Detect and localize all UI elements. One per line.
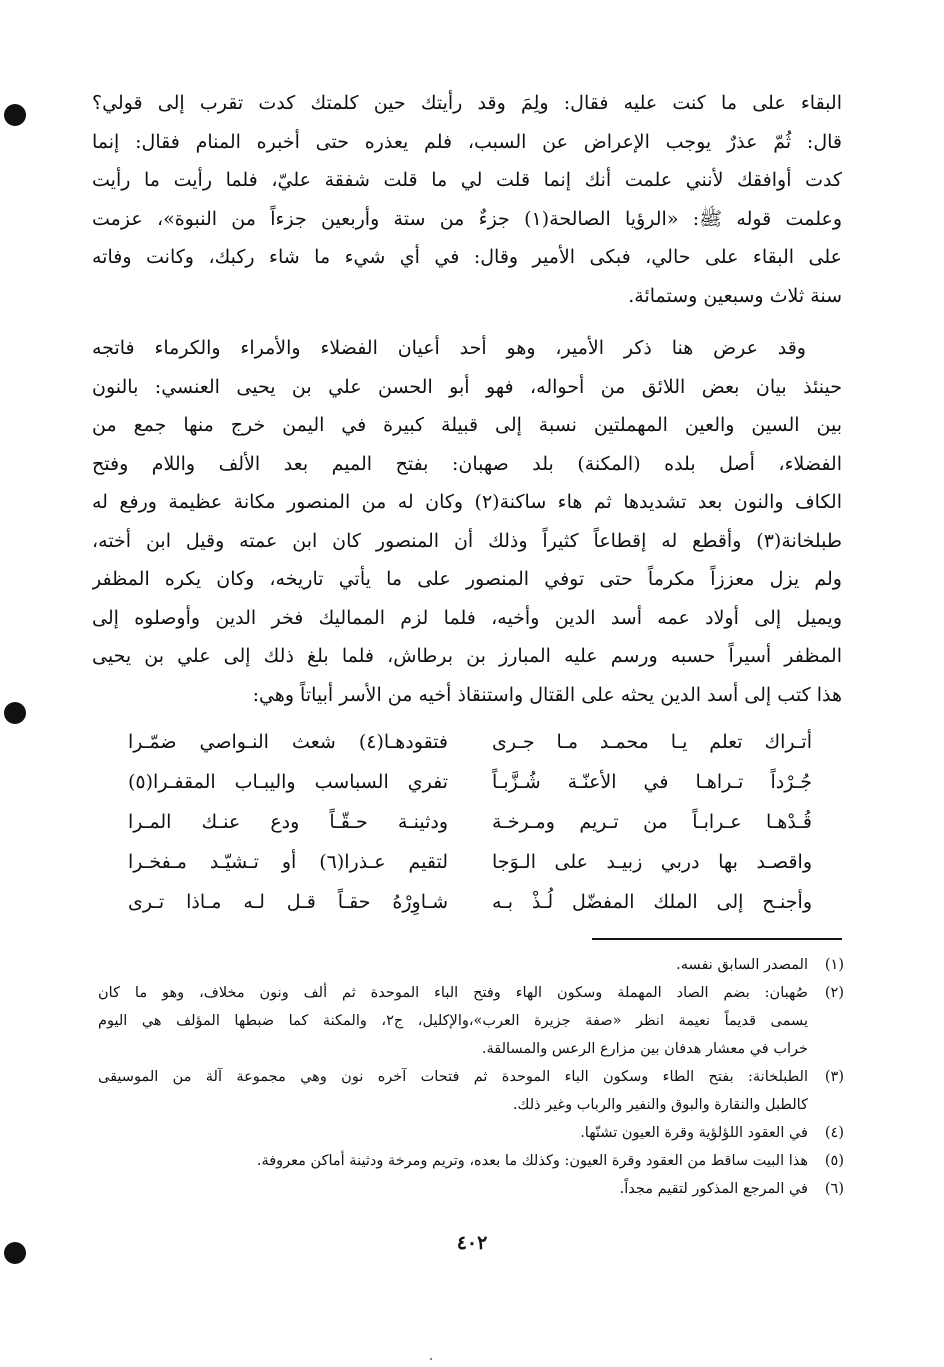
main-text (92, 84, 842, 714)
page-number: ٤٠٢ (456, 1232, 488, 1254)
footnote-number: (٤) (824, 1125, 844, 1141)
text-line: البقاء على ما كنت عليه فقال: ولِمَ وقد رأيتك حين كلمتك كدت تقرب إلى قولي؟ (92, 92, 842, 114)
footnote-text: يسمى قديماً نعيمة انظر «صفة جزيرة العرب»،والإكليل، ج٢، والمكنة كما ضبطها المؤلف هي اليوم (98, 1013, 808, 1029)
verse-second-hemistich: شـاوِرْهُ حقـاً قـل لـه مـاذا تـرى (128, 891, 448, 913)
text-line: كدت أوافقك لأنني علمت أنك إنما قلت لي ما قلت شفقة عليّ، فلما رأيت ما رأيت (92, 169, 842, 191)
poem-verse (92, 762, 842, 802)
verse-second-hemistich: لتقيم عـذرا(٦) أو تـشيّـد مـفخـرا (128, 851, 448, 873)
text-line: وعلمت قوله ﷺ: «الرؤيا الصالحة(١) جزءٌ من ستة وأربعين جزءاً من النبوة»، عزمت (92, 207, 842, 230)
footnote-number: (٦) (824, 1181, 844, 1197)
footnotes (98, 951, 844, 1203)
verse-first-hemistich: واقصـد بها دربي زبيـد على الـوَجا (492, 851, 812, 873)
footnote-number: (٢) (824, 985, 844, 1001)
text-line: سنة ثلاث وسبعين وستمائة. (628, 284, 842, 307)
paragraph-2 (92, 329, 842, 714)
verse-second-hemistich: فتقودهـا(٤) شعث النـواصي ضمّـرا (128, 731, 448, 753)
footnote (98, 1147, 844, 1175)
scan-speck (430, 1358, 432, 1360)
text-line: ولم يزل معززاً مكرماً حتى توفي المنصور على ما يأتي تاريخه، وكان يكره المظفر (92, 568, 842, 590)
footnote-text: في المرجع المذكور لتقيم مجداً. (619, 1181, 808, 1197)
text-line: هذا كتب إلى أسد الدين يحثه على القتال واستنقاذ أخيه من الأسر أبياتاً وهي: (252, 683, 842, 706)
footnote (98, 1119, 844, 1147)
text-line: الفضلاء، أصل بلده (المكنة) بلد صهبان: بفتح الميم بعد الألف واللام وفتح (92, 452, 842, 475)
text-line: قال: ثُمّ عذرٌ يوجب الإعراض عن السبب، فلم يعذره حتى أخبره المنام فقال: إنما (92, 130, 842, 153)
footnote (98, 951, 844, 979)
footnote (98, 979, 844, 1063)
text-line: بين السين والعين المهملتين نسبة إلى قبيلة كبيرة في اليمن خرج منها جمع من (92, 414, 842, 436)
footnote-number: (٣) (824, 1069, 844, 1085)
verse-first-hemistich: أتـراك تعلم يـا محمـد مـا جـرى (492, 731, 812, 753)
text-line: حينئذ بيان بعض اللائق من أحواله، فهو أبو الحسن علي بن يحيى العنسي: بالنون (92, 375, 842, 398)
poem-verse (92, 882, 842, 922)
footnote-number: (١) (824, 957, 844, 973)
footnote-text: خراب في معشار هدفان بين مزارع الرعس والمسالقة. (481, 1041, 808, 1057)
text-line: المظفر أسيراً حسبه ورسم عليه المبارز بن برطاش، فلما بلغ ذلك إلى علي بن يحيى (92, 645, 842, 667)
verse-first-hemistich: قُـدْهـا عـرابـاً من تـريم ومـرخـة (492, 811, 812, 833)
footnote-separator (592, 938, 842, 940)
footnote-text: المصدر السابق نفسه. (676, 957, 808, 973)
footnote (98, 1063, 844, 1119)
footnote-text: هذا البيت ساقط من العقود وقرة العيون: وكذلك ما بعده، وتريم ومرخة ودثينة أماكن معروفة. (256, 1153, 808, 1169)
poem-verse (92, 802, 842, 842)
footnote-text: الطبلخانة: بفتح الطاء وسكون الباء الموحدة ثم فتحات آخره نون وهي مجموعة آلة من الموسيقى (98, 1069, 808, 1085)
text-line: وقد عرض هنا ذكر الأمير، وهو أحد أعيان الفضلاء والأمراء والكرماء فاتجه (92, 337, 806, 359)
verse-second-hemistich: ودثينـة حـقّـاً ودع عنـك المـرا (128, 811, 448, 833)
poem-verse (92, 842, 842, 882)
binder-hole-top (4, 104, 26, 126)
text-line: ويميل إلى أولاد عمه أسد الدين وأخيه، فلما لزم المماليك فخر الدين وأوصلوه إلى (92, 606, 842, 629)
footnote-text: في العقود اللؤلؤية وقرة العيون تشنّها. (580, 1125, 808, 1141)
text-line: الكاف والنون بعد تشديدها ثم هاء ساكنة(٢) وكان له من المنصور مكانة عظيمة ورفع له (92, 491, 842, 513)
footnote (98, 1175, 844, 1203)
paragraph-1 (92, 84, 842, 315)
text-line: على البقاء على حالي، فبكى الأمير وقال: في أي شيء ما شاء ركبك، وكانت وفاته (92, 246, 842, 268)
footnote-text: كالطبل والنقارة والبوق والنفير والرباب وغير ذلك. (512, 1097, 808, 1113)
verse-first-hemistich: وأجنـح إلى الملك المفضّل لُـذْ بـه (492, 891, 812, 913)
binder-hole-middle (4, 702, 26, 724)
text-line: طبلخانة(٣) وأقطع له إقطاعاً كثيراً وذلك أن المنصور كان ابن عمته وقيل ابن أخته، (92, 529, 842, 552)
verse-first-hemistich: جُـرْداً تـراهـا في الأعنّـة شُـزَّبـاً (492, 771, 812, 793)
poem-verse (92, 722, 842, 762)
footnote-text: صُهبان: بضم الصاد المهملة وسكون الهاء وفتح الباء الموحدة ثم ألف ونون مخلاف، وهو ما كان (98, 985, 808, 1001)
footnote-number: (٥) (824, 1153, 844, 1169)
verse-second-hemistich: تفري السباسب واليبـاب المقفـرا(٥) (128, 771, 448, 793)
poem (92, 722, 842, 922)
